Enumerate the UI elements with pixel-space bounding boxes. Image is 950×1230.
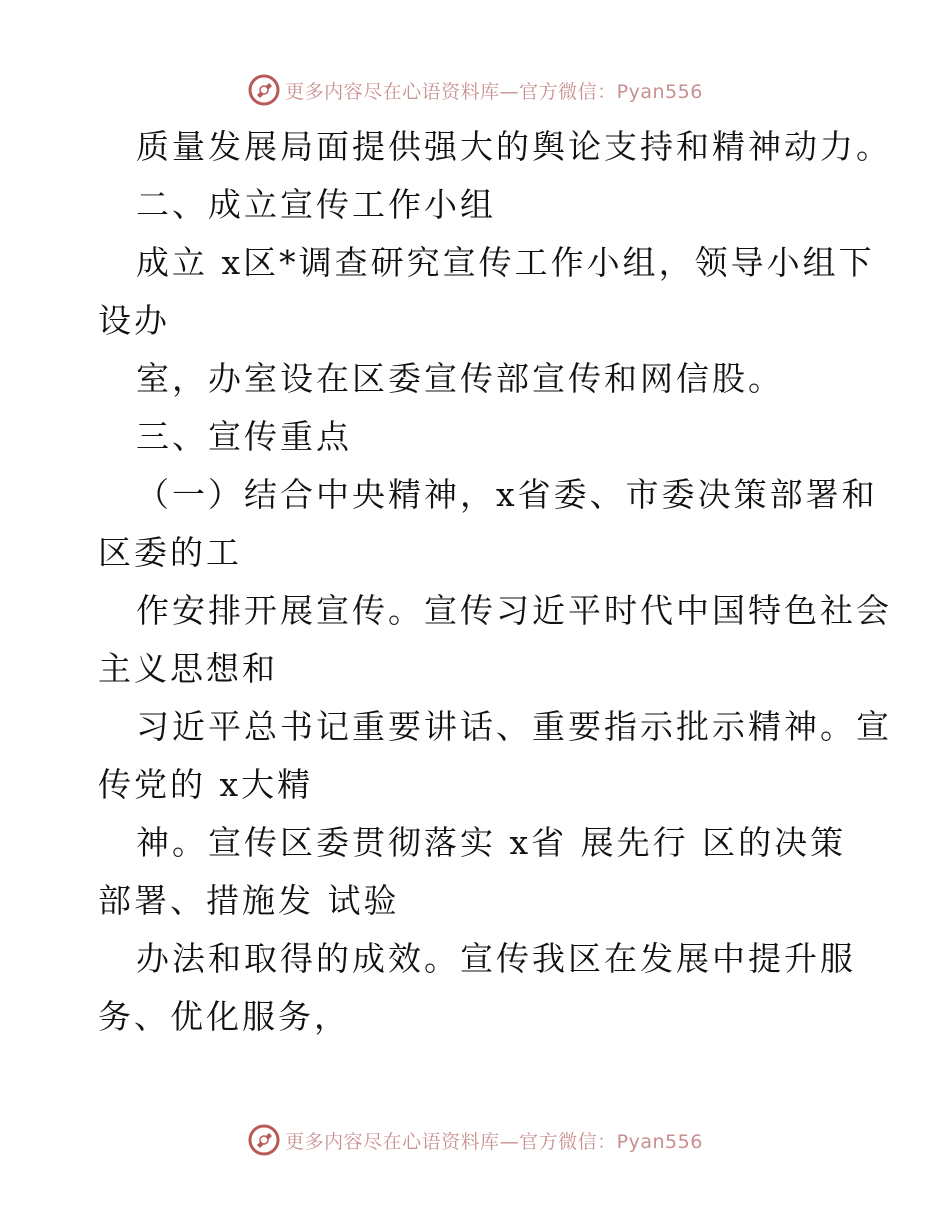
text-line: 传党的 x大精 — [98, 765, 314, 804]
text-line: 主义思想和 — [98, 649, 278, 688]
text-line: 三、宣传重点 — [136, 417, 352, 456]
seal-logo-icon — [247, 1123, 281, 1157]
text-line: 二、成立宣传工作小组 — [136, 185, 496, 224]
text-line: 设办 — [98, 301, 170, 340]
document-body — [98, 118, 892, 1046]
watermark-text: 更多内容尽在心语资料库—官方微信：Pyan556 — [285, 1130, 703, 1153]
watermark-text: 更多内容尽在心语资料库—官方微信：Pyan556 — [285, 80, 703, 103]
text-line: 区委的工 — [98, 533, 242, 572]
text-line: 习近平总书记重要讲话、重要指示批示精神。宣 — [136, 707, 892, 746]
text-line: 办法和取得的成效。宣传我区在发展中提升服 — [136, 939, 856, 978]
text-line: 质量发展局面提供强大的舆论支持和精神动力。 — [136, 127, 892, 166]
text-line: 部署、措施发 试验 — [98, 881, 400, 920]
text-line: 务、优化服务， — [98, 997, 350, 1036]
text-line: 室，办室设在区委宣传部宣传和网信股。 — [136, 359, 784, 398]
text-line: 神。宣传区委贯彻落实 x省 展先行 区的决策 — [136, 823, 847, 862]
text-line: 成立 x区*调查研究宣传工作小组，领导小组下 — [136, 243, 875, 282]
text-line: （一）结合中央精神，x省委、市委决策部署和 — [136, 475, 878, 514]
seal-logo-icon — [247, 73, 281, 107]
header-watermark — [0, 68, 950, 112]
text-line: 作安排开展宣传。宣传习近平时代中国特色社会 — [136, 591, 892, 630]
footer-watermark — [0, 1118, 950, 1162]
